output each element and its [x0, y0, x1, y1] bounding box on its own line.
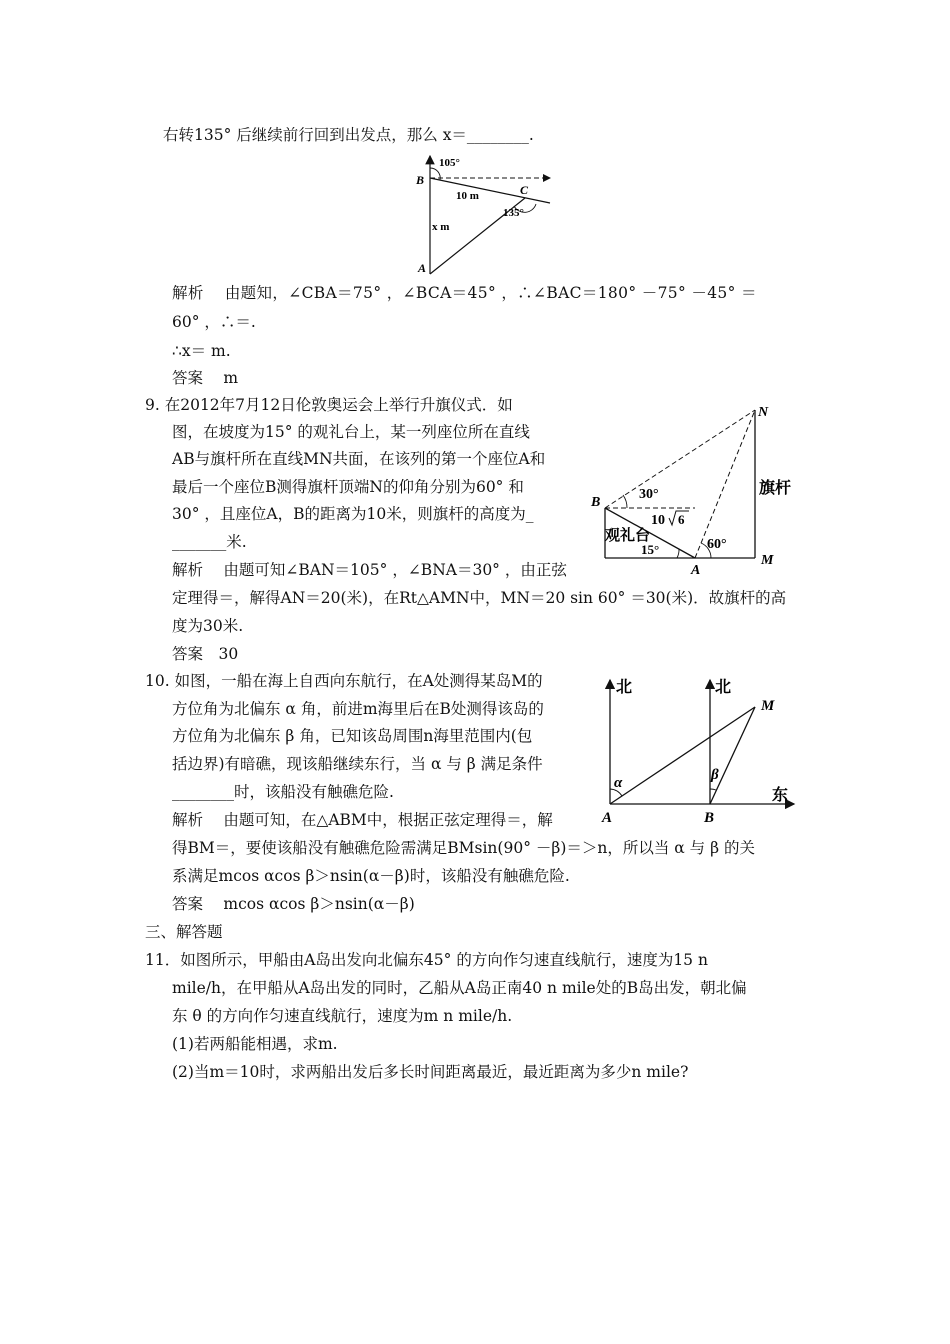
fig2-angle-30: 30° — [639, 487, 659, 502]
figure-triangle-abc — [410, 148, 560, 278]
solution-9-line-2: 定理得＝，解得AN＝20(米)，在Rt△AMN中，MN＝20 sin 60° ＝30(米)．故旗杆的高 — [172, 589, 787, 607]
fig2-stand-label: 观礼台 — [605, 528, 651, 544]
fig2-angle-60: 60° — [707, 537, 727, 552]
solution-9-line-3: 度为30米. — [172, 617, 244, 635]
fig3-alpha: α — [614, 775, 623, 791]
top-line: 右转135° 后继续前行回到出发点，那么 x＝________. — [163, 126, 534, 144]
question-9-line-5: 30° ，且座位A，B的距离为10米，则旗杆的高度为_ — [172, 505, 534, 523]
answer-8: 答案 m — [172, 369, 239, 387]
fig3-beta: β — [711, 767, 719, 783]
solution-10-line-3: 系满足mcos αcos β＞nsin(α－β)时，该船没有触礁危险. — [172, 867, 570, 885]
question-11-part-1: (1)若两船能相遇，求m. — [172, 1035, 338, 1053]
question-11-line-3: 东 θ 的方向作匀速直线航行，速度为m n mile/h. — [172, 1007, 513, 1025]
fig2-point-n: N — [758, 405, 769, 420]
fig2-angle-15: 15° — [641, 542, 660, 557]
solution-8-line-1: 解析 由题知，∠CBA＝75° ，∠BCA＝45° ，∴∠BAC＝180° －75° －45° ＝ — [172, 284, 757, 302]
fig2-length-10: 10 — [651, 513, 665, 528]
fig1-length-ab: x m — [432, 221, 450, 233]
fig3-north-label-1: 北 — [616, 679, 633, 696]
fig2-point-m: M — [761, 553, 774, 568]
figure-flagpole — [585, 398, 815, 578]
fig2-point-b: B — [591, 495, 601, 510]
question-9-line-1: 9. 在2012年7月12日伦敦奥运会上举行升旗仪式．如 — [145, 396, 513, 414]
solution-8-line-2: 60° ，∴＝. — [172, 313, 256, 331]
question-10-line-5: ________时，该船没有触礁危险. — [172, 783, 394, 801]
fig3-point-b: B — [704, 810, 715, 826]
fig1-point-c: C — [520, 183, 529, 197]
section-3-heading: 三、解答题 — [145, 923, 223, 941]
fig1-point-a: A — [418, 261, 427, 275]
fig2-root-6: 6 — [678, 512, 685, 527]
question-11-line-2: mile/h，在甲船从A岛出发的同时，乙船从A岛正南40 n mile处的B岛出发，朝北偏 — [172, 979, 747, 997]
question-11-line-1: 11．如图所示，甲船由A岛出发向北偏东45° 的方向作匀速直线航行，速度为15 n — [145, 951, 708, 969]
question-9-line-4: 最后一个座位B测得旗杆顶端N的仰角分别为60° 和 — [172, 478, 524, 496]
fig1-angle-105: 105° — [439, 157, 460, 169]
fig1-angle-135: 135° — [503, 207, 524, 219]
fig3-point-m: M — [761, 698, 775, 714]
fig2-point-a: A — [691, 563, 701, 578]
fig2-flagpole-label: 旗杆 — [759, 480, 792, 497]
figure-ship-bearing — [598, 672, 808, 827]
question-9-line-6: _______米. — [172, 533, 247, 551]
question-9-line-3: AB与旗杆所在直线MN共面，在该列的第一个座位A和 — [172, 450, 546, 468]
answer-9: 答案 30 — [172, 645, 239, 663]
question-9-line-2: 图，在坡度为15° 的观礼台上，某一列座位所在直线 — [172, 423, 530, 441]
fig1-point-b: B — [416, 173, 425, 187]
solution-9-line-1: 解析 由题可知∠BAN＝105° ，∠BNA＝30° ，由正弦 — [172, 561, 567, 579]
question-10-line-3: 方位角为北偏东 β 角，已知该岛周围n海里范围内(包 — [172, 727, 533, 745]
answer-10: 答案 mcos αcos β＞nsin(α－β) — [172, 895, 415, 913]
question-10-line-4: 括边界)有暗礁，现该船继续东行，当 α 与 β 满足条件 — [172, 755, 543, 773]
fig3-east-label: 东 — [772, 787, 789, 804]
question-10-line-2: 方位角为北偏东 α 角，前进m海里后在B处测得该岛的 — [172, 700, 544, 718]
fig3-north-label-2: 北 — [715, 679, 732, 696]
solution-10-line-1: 解析 由题可知，在△ABM中，根据正弦定理得＝，解 — [172, 811, 553, 829]
solution-10-line-2: 得BM＝，要使该船没有触礁危险需满足BMsin(90° －β)＝＞n，所以当 α 与 β 的关 — [172, 839, 755, 857]
fig1-length-bc: 10 m — [456, 190, 479, 202]
question-11-part-2: (2)当m＝10时，求两船出发后多长时间距离最近，最近距离为多少n mile? — [172, 1063, 689, 1081]
question-10-line-1: 10. 如图，一船在海上自西向东航行，在A处测得某岛M的 — [145, 672, 543, 690]
fig3-point-a: A — [602, 810, 613, 826]
solution-8-line-3: ∴x＝ m. — [172, 342, 231, 360]
